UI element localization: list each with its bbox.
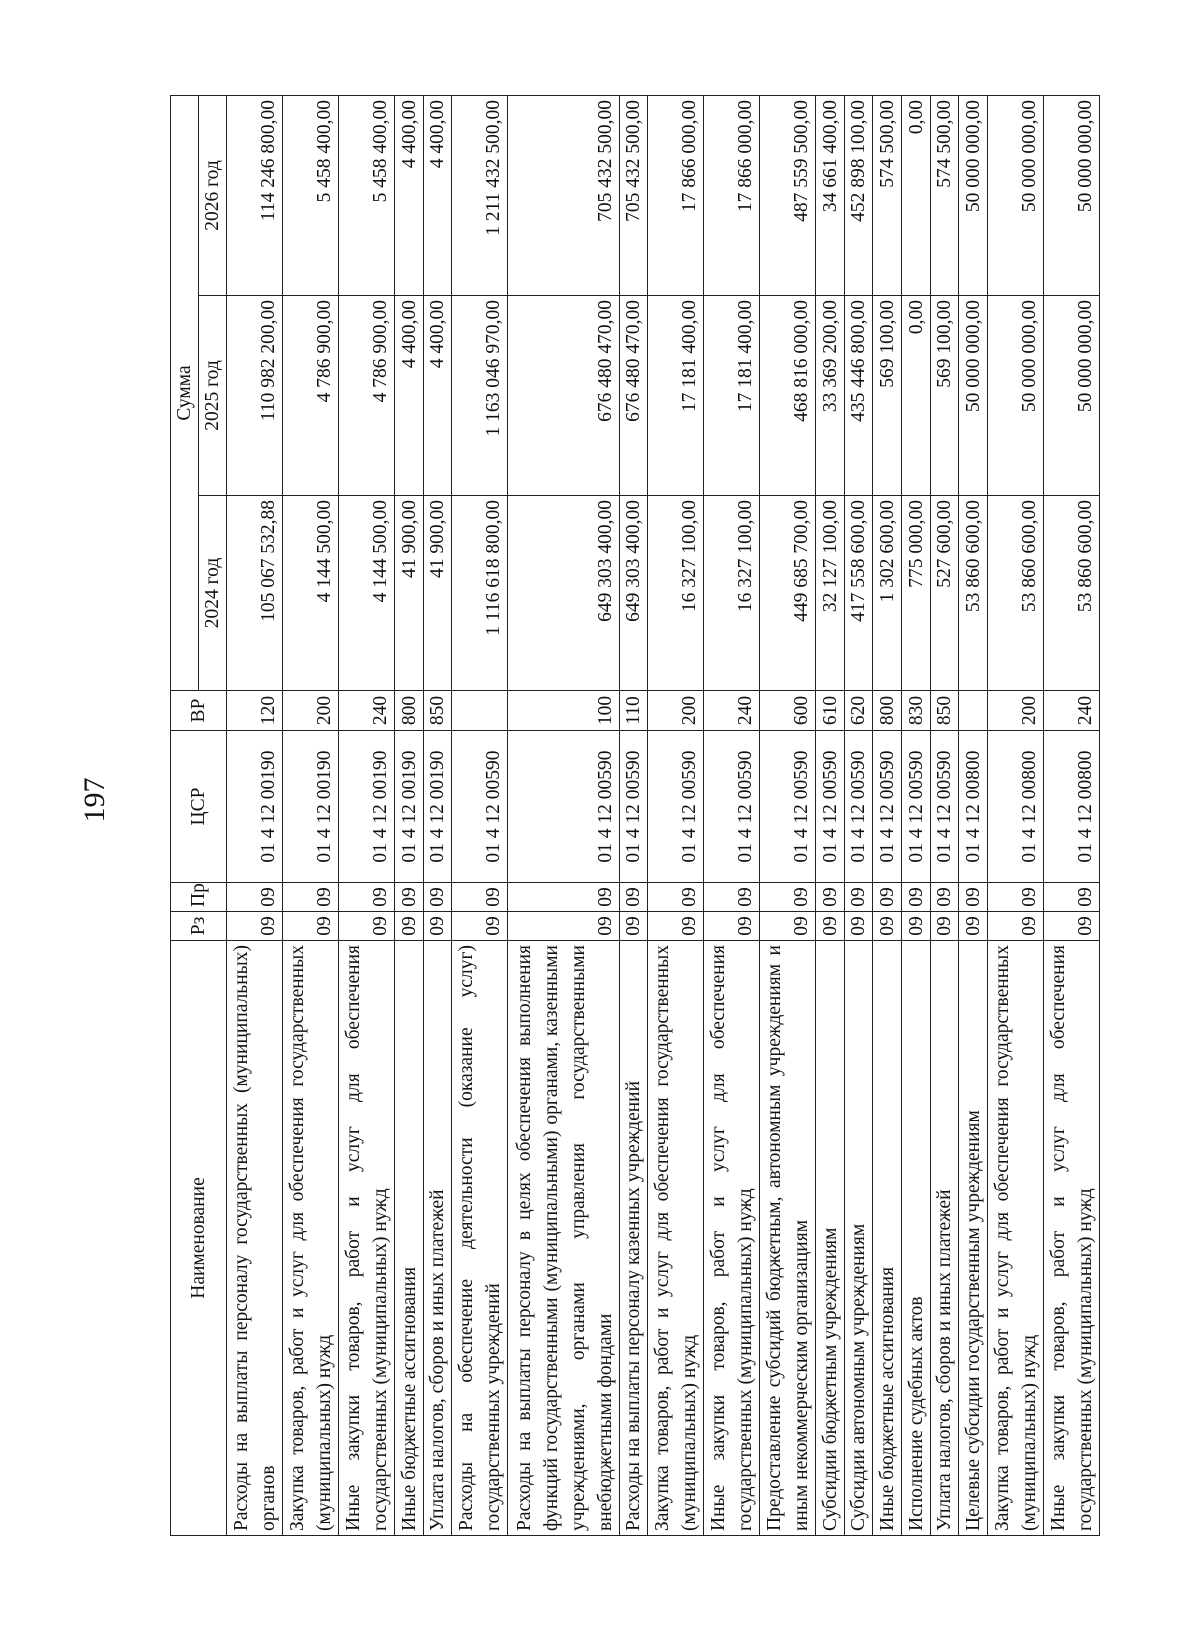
row-sum-2025: 17 181 400,00 — [648, 296, 704, 496]
header-name: Наименование — [171, 941, 227, 1536]
table-row — [987, 96, 1043, 1536]
table-row — [873, 96, 902, 1536]
table-row — [844, 96, 873, 1536]
row-pr: 09 — [1043, 883, 1099, 912]
row-sum-2024: 775 000,00 — [901, 496, 930, 691]
row-name: Закупка товаров, работ и услуг для обеспечения государственных (муниципальных) нужд — [283, 941, 339, 1536]
row-sum-2026: 452 898 100,00 — [844, 96, 873, 296]
row-csr: 01 4 12 00590 — [760, 731, 816, 883]
row-sum-2025: 110 982 200,00 — [227, 296, 283, 496]
row-vr: 200 — [648, 691, 704, 731]
row-rz: 09 — [844, 912, 873, 941]
row-rz: 09 — [395, 912, 424, 941]
row-vr: 830 — [901, 691, 930, 731]
row-rz: 09 — [987, 912, 1043, 941]
row-sum-2024: 527 600,00 — [930, 496, 959, 691]
row-rz: 09 — [1043, 912, 1099, 941]
table-row — [901, 96, 930, 1536]
row-rz: 09 — [873, 912, 902, 941]
row-sum-2025: 4 786 900,00 — [283, 296, 339, 496]
row-sum-2025: 676 480 470,00 — [508, 296, 619, 496]
row-pr: 09 — [423, 883, 452, 912]
header-year-2024: 2024 год — [199, 496, 227, 691]
row-rz: 09 — [704, 912, 760, 941]
row-name: Предоставление субсидий бюджетным, автономным учреждениям и иным некоммерческим организациям — [760, 941, 816, 1536]
row-sum-2025: 17 181 400,00 — [704, 296, 760, 496]
header-year-2025: 2025 год — [199, 296, 227, 496]
row-pr: 09 — [339, 883, 395, 912]
rotated-table-container — [170, 96, 1100, 1536]
row-csr: 01 4 12 00190 — [283, 731, 339, 883]
row-csr: 01 4 12 00590 — [930, 731, 959, 883]
row-rz: 09 — [227, 912, 283, 941]
header-year-2026: 2026 год — [199, 96, 227, 296]
row-sum-2025: 4 400,00 — [395, 296, 424, 496]
header-csr: ЦСР — [171, 731, 227, 883]
row-sum-2025: 50 000 000,00 — [959, 296, 988, 496]
row-vr — [452, 691, 508, 731]
row-csr: 01 4 12 00590 — [452, 731, 508, 883]
row-vr: 240 — [339, 691, 395, 731]
row-name: Исполнение судебных актов — [901, 941, 930, 1536]
row-sum-2025: 569 100,00 — [873, 296, 902, 496]
row-csr: 01 4 12 00590 — [508, 731, 619, 883]
row-name: Иные бюджетные ассигнования — [395, 941, 424, 1536]
row-sum-2024: 41 900,00 — [395, 496, 424, 691]
row-csr: 01 4 12 00800 — [959, 731, 988, 883]
row-csr: 01 4 12 00800 — [987, 731, 1043, 883]
table-header — [171, 96, 227, 1536]
row-vr: 120 — [227, 691, 283, 731]
table-row — [395, 96, 424, 1536]
row-pr: 09 — [704, 883, 760, 912]
row-vr: 100 — [508, 691, 619, 731]
row-pr: 09 — [619, 883, 648, 912]
row-sum-2025: 50 000 000,00 — [1043, 296, 1099, 496]
row-rz: 09 — [339, 912, 395, 941]
row-rz: 09 — [283, 912, 339, 941]
row-name: Иные закупки товаров, работ и услуг для обеспечения государственных (муниципальных) нужд — [1043, 941, 1099, 1536]
row-sum-2025: 4 786 900,00 — [339, 296, 395, 496]
row-vr: 800 — [873, 691, 902, 731]
row-sum-2026: 114 246 800,00 — [227, 96, 283, 296]
table-body — [227, 96, 1100, 1536]
row-rz: 09 — [452, 912, 508, 941]
row-sum-2025: 569 100,00 — [930, 296, 959, 496]
row-sum-2024: 16 327 100,00 — [648, 496, 704, 691]
table-row — [704, 96, 760, 1536]
row-name: Иные закупки товаров, работ и услуг для обеспечения государственных (муниципальных) нужд — [704, 941, 760, 1536]
row-csr: 01 4 12 00190 — [227, 731, 283, 883]
row-vr: 600 — [760, 691, 816, 731]
row-pr: 09 — [816, 883, 845, 912]
row-sum-2026: 574 500,00 — [930, 96, 959, 296]
row-name: Расходы на выплаты персоналу казенных учреждений — [619, 941, 648, 1536]
row-name: Закупка товаров, работ и услуг для обеспечения государственных (муниципальных) нужд — [987, 941, 1043, 1536]
row-name: Иные закупки товаров, работ и услуг для обеспечения государственных (муниципальных) нужд — [339, 941, 395, 1536]
row-csr: 01 4 12 00590 — [844, 731, 873, 883]
row-pr: 09 — [844, 883, 873, 912]
row-csr: 01 4 12 00590 — [648, 731, 704, 883]
table-row — [619, 96, 648, 1536]
row-vr: 110 — [619, 691, 648, 731]
row-sum-2024: 53 860 600,00 — [987, 496, 1043, 691]
row-sum-2024: 53 860 600,00 — [1043, 496, 1099, 691]
row-pr: 09 — [648, 883, 704, 912]
row-sum-2024: 53 860 600,00 — [959, 496, 988, 691]
row-name: Целевые субсидии государственным учреждениям — [959, 941, 988, 1536]
row-csr: 01 4 12 00190 — [395, 731, 424, 883]
row-vr: 610 — [816, 691, 845, 731]
row-rz: 09 — [901, 912, 930, 941]
row-sum-2024: 649 303 400,00 — [508, 496, 619, 691]
row-vr — [959, 691, 988, 731]
row-name: Расходы на выплаты персоналу в целях обеспечения выполнения функций государственными (муниципальными) органами, казенными учреждениями, органами управления государственными внебюджетными фондами — [508, 941, 619, 1536]
row-sum-2024: 32 127 100,00 — [816, 496, 845, 691]
row-sum-2026: 705 432 500,00 — [619, 96, 648, 296]
row-pr: 09 — [452, 883, 508, 912]
row-sum-2024: 105 067 532,88 — [227, 496, 283, 691]
table-row — [959, 96, 988, 1536]
row-pr: 09 — [227, 883, 283, 912]
row-name: Расходы на выплаты персоналу государственных (муниципальных) органов — [227, 941, 283, 1536]
row-sum-2025: 1 163 046 970,00 — [452, 296, 508, 496]
table-row — [452, 96, 508, 1536]
row-sum-2024: 649 303 400,00 — [619, 496, 648, 691]
row-sum-2024: 417 558 600,00 — [844, 496, 873, 691]
row-sum-2025: 33 369 200,00 — [816, 296, 845, 496]
row-pr: 09 — [987, 883, 1043, 912]
header-vr: ВР — [171, 691, 227, 731]
row-sum-2026: 487 559 500,00 — [760, 96, 816, 296]
row-sum-2024: 4 144 500,00 — [283, 496, 339, 691]
row-vr: 200 — [283, 691, 339, 731]
header-rz: Рз — [171, 912, 227, 941]
row-vr: 240 — [1043, 691, 1099, 731]
row-sum-2026: 574 500,00 — [873, 96, 902, 296]
row-name: Закупка товаров, работ и услуг для обеспечения государственных (муниципальных) нужд — [648, 941, 704, 1536]
header-pr: Пр — [171, 883, 227, 912]
row-sum-2026: 1 211 432 500,00 — [452, 96, 508, 296]
row-name: Субсидии автономным учреждениям — [844, 941, 873, 1536]
table-row — [283, 96, 339, 1536]
budget-table — [170, 95, 1100, 1536]
header-sum: Сумма — [171, 96, 199, 691]
row-sum-2025: 4 400,00 — [423, 296, 452, 496]
row-sum-2025: 676 480 470,00 — [619, 296, 648, 496]
row-rz: 09 — [930, 912, 959, 941]
page-number: 197 — [78, 777, 111, 823]
row-vr: 620 — [844, 691, 873, 731]
row-csr: 01 4 12 00590 — [901, 731, 930, 883]
row-name: Субсидии бюджетным учреждениям — [816, 941, 845, 1536]
row-vr: 850 — [930, 691, 959, 731]
table-row — [1043, 96, 1099, 1536]
row-sum-2025: 435 446 800,00 — [844, 296, 873, 496]
row-sum-2026: 50 000 000,00 — [987, 96, 1043, 296]
row-pr: 09 — [283, 883, 339, 912]
table-row — [508, 96, 619, 1536]
row-vr: 200 — [987, 691, 1043, 731]
table-row — [423, 96, 452, 1536]
row-rz: 09 — [423, 912, 452, 941]
row-pr: 09 — [873, 883, 902, 912]
row-sum-2026: 34 661 400,00 — [816, 96, 845, 296]
row-sum-2026: 4 400,00 — [395, 96, 424, 296]
row-csr: 01 4 12 00590 — [873, 731, 902, 883]
row-name: Уплата налогов, сборов и иных платежей — [423, 941, 452, 1536]
row-sum-2024: 1 302 600,00 — [873, 496, 902, 691]
row-csr: 01 4 12 00190 — [423, 731, 452, 883]
table-row — [648, 96, 704, 1536]
table-row — [339, 96, 395, 1536]
row-sum-2026: 50 000 000,00 — [1043, 96, 1099, 296]
row-csr: 01 4 12 00590 — [816, 731, 845, 883]
row-sum-2026: 17 866 000,00 — [704, 96, 760, 296]
row-sum-2024: 1 116 618 800,00 — [452, 496, 508, 691]
row-name: Расходы на обеспечение деятельности (оказание услуг) государственных учреждений — [452, 941, 508, 1536]
row-sum-2026: 5 458 400,00 — [283, 96, 339, 296]
row-sum-2026: 17 866 000,00 — [648, 96, 704, 296]
row-sum-2024: 4 144 500,00 — [339, 496, 395, 691]
row-pr: 09 — [395, 883, 424, 912]
row-rz: 09 — [760, 912, 816, 941]
row-sum-2025: 0,00 — [901, 296, 930, 496]
row-sum-2026: 705 432 500,00 — [508, 96, 619, 296]
table-row — [930, 96, 959, 1536]
row-csr: 01 4 12 00590 — [619, 731, 648, 883]
row-csr: 01 4 12 00190 — [339, 731, 395, 883]
row-sum-2024: 41 900,00 — [423, 496, 452, 691]
row-pr: 09 — [959, 883, 988, 912]
row-rz: 09 — [959, 912, 988, 941]
row-csr: 01 4 12 00800 — [1043, 731, 1099, 883]
row-pr: 09 — [930, 883, 959, 912]
row-sum-2026: 0,00 — [901, 96, 930, 296]
table-row — [816, 96, 845, 1536]
row-csr: 01 4 12 00590 — [704, 731, 760, 883]
row-vr: 800 — [395, 691, 424, 731]
row-rz: 09 — [648, 912, 704, 941]
row-pr: 09 — [508, 883, 619, 912]
row-sum-2026: 4 400,00 — [423, 96, 452, 296]
row-sum-2025: 468 816 000,00 — [760, 296, 816, 496]
row-vr: 240 — [704, 691, 760, 731]
row-sum-2026: 5 458 400,00 — [339, 96, 395, 296]
row-pr: 09 — [901, 883, 930, 912]
row-rz: 09 — [816, 912, 845, 941]
row-vr: 850 — [423, 691, 452, 731]
row-sum-2024: 449 685 700,00 — [760, 496, 816, 691]
row-sum-2026: 50 000 000,00 — [959, 96, 988, 296]
header-row — [171, 96, 199, 1536]
row-name: Уплата налогов, сборов и иных платежей — [930, 941, 959, 1536]
row-sum-2025: 50 000 000,00 — [987, 296, 1043, 496]
row-sum-2024: 16 327 100,00 — [704, 496, 760, 691]
row-pr: 09 — [760, 883, 816, 912]
row-name: Иные бюджетные ассигнования — [873, 941, 902, 1536]
row-rz: 09 — [619, 912, 648, 941]
table-row — [760, 96, 816, 1536]
table-row — [227, 96, 283, 1536]
row-rz: 09 — [508, 912, 619, 941]
